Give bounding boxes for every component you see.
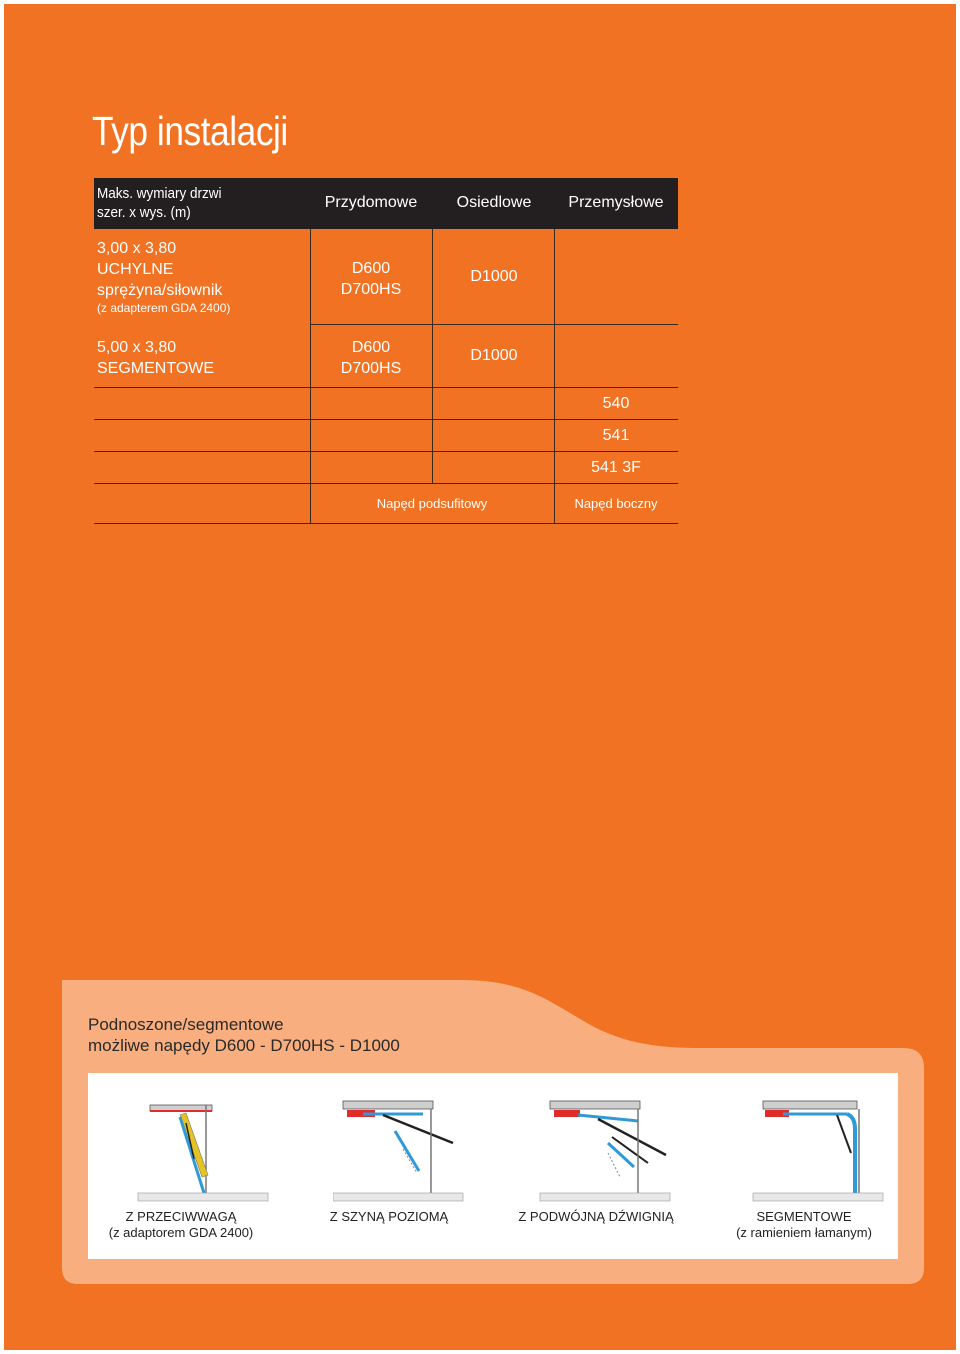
panel-heading-line-2: możliwe napędy D600 - D700HS - D1000 [88,1036,400,1055]
row2-przydomowe-model: D600 [351,339,391,356]
row1-sub: sprężyna/siłownik [97,282,223,299]
footer-side-drive: Napęd boczny [574,496,658,511]
grid-line [310,324,678,325]
horizontal-rail-door-diagram [333,1093,493,1203]
caption-line-1: Z SZYNĄ POZIOMĄ [329,1209,449,1224]
diagram-area [88,1073,898,1259]
row1-przydomowe-model: D600 [351,260,391,277]
panel-heading-line-1: Podnoszone/segmentowe [88,1015,284,1034]
row2-size: 5,00 x 3,80 [97,339,177,356]
grid-line [94,419,678,420]
header-corner [97,184,235,222]
row1-przydomowe-model: D700HS [340,281,402,298]
row1-przydomowe [341,258,401,300]
column-przydomowe: Przydomowe [324,194,418,211]
diagram-caption-horizontal-rail [330,1209,448,1225]
row2-przydomowe [341,337,401,379]
row2-przydomowe-model: D700HS [340,360,402,377]
diagram-caption-double-lever [518,1209,673,1225]
row2-osiedlowe: D1000 [470,347,518,364]
row2-type: SEGMENTOWE [97,360,215,377]
double-lever-door-diagram [538,1093,698,1203]
grid-line [432,229,433,483]
column-osiedlowe: Osiedlowe [456,194,532,211]
row1-label [97,238,230,316]
grid-line [554,229,555,524]
column-przemyslowe: Przemysłowe [568,194,664,211]
diagram-caption-counterweight [109,1209,254,1241]
caption-line-2: (z adaptorem GDA 2400) [108,1225,254,1240]
industrial-540: 540 [602,395,630,412]
grid-line [94,523,678,524]
grid-line [310,229,311,524]
row1-size: 3,00 x 3,80 [97,240,177,257]
grid-line [94,387,678,388]
caption-line-1: Z PODWÓJNĄ DŹWIGNIĄ [518,1209,674,1224]
installation-panel [62,980,924,1284]
row1-osiedlowe: D1000 [470,268,518,285]
grid-line [94,451,678,452]
grid-line [94,483,678,484]
row1-note: (z adapterem GDA 2400) [97,301,231,315]
corner-line-1: Maks. wymiary drzwi [97,185,222,202]
industrial-541-3f: 541 3F [591,459,641,476]
row1-type: UCHYLNE [97,261,174,278]
diagram-caption-sectional [736,1209,872,1241]
compatibility-table [94,178,678,524]
row2-label [97,337,214,379]
caption-line-1: Z PRZECIWWAGĄ [125,1209,237,1224]
sectional-door-diagram [743,1093,903,1203]
caption-line-1: SEGMENTOWE [756,1209,852,1224]
caption-line-2: (z ramieniem łamanym) [736,1225,872,1240]
table-header [94,178,678,229]
page-title: Typ instalacji [92,108,288,154]
corner-line-2: szer. x wys. (m) [97,204,191,221]
footer-ceiling-drive: Napęd podsufitowy [376,496,488,511]
industrial-541: 541 [602,427,630,444]
counterweight-door-diagram [128,1093,288,1203]
